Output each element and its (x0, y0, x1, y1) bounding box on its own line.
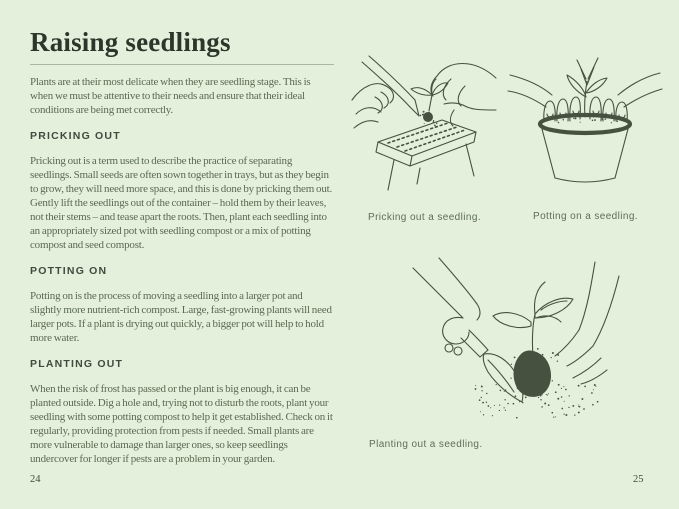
potting-on-illustration (506, 45, 664, 200)
intro-paragraph: Plants are at their most delicate when they are seedling stage. This is when we must be attentive to their needs and ensure that their ideal conditions are being met correctly. (30, 76, 311, 116)
section-body-potting-on: Potting on is the process of moving a seedling into a larger pot and slightly more nutrient-rich compost. Large, fast-growing plants will need larger pots. If a plant is drying out quickly, a bigger pot will help to hold more water. (30, 290, 332, 344)
planting-out-illustration (383, 252, 628, 437)
title-underline-rule (30, 64, 334, 65)
figure-planting-out (383, 252, 628, 437)
section-heading-planting-out: PLANTING OUT (30, 358, 124, 370)
page-number-left: 24 (30, 474, 41, 485)
page-title: Raising seedlings (30, 27, 231, 57)
section-body-pricking-out: Pricking out is a term used to describe the practice of separating seedlings. Small seeds are often sown together in trays, but as they begin to grow, they will need more space, and this is done by pricking them out. Gently lift the seedlings out of the container – hold them by their leaves, not their stems – and tease apart the roots. Then, plant each seedling into an appropriately sized pot with seedling compost or a mix of potting compost and seed compost. (30, 155, 333, 251)
left-page-text-column (30, 27, 334, 466)
caption-planting-out: Planting out a seedling. (369, 439, 483, 450)
caption-pricking-out: Pricking out a seedling. (368, 212, 481, 223)
section-heading-pricking-out: PRICKING OUT (30, 130, 121, 142)
pricking-out-illustration (350, 48, 498, 208)
section-body-planting-out: When the risk of frost has passed or the plant is big enough, it can be planted outside. Dig a hole and, trying not to disturb the roots, plant your seedling with some potting compost to help it get established. Check on it regularly, providing protection from pests if needed. Small plants are more vulnerable to damage than larger ones, so keep seedlings undercover for longer if pests are a problem in your garden. (30, 383, 333, 465)
page-number-right: 25 (633, 474, 644, 485)
figure-pricking-out (350, 48, 498, 208)
caption-potting-on: Potting on a seedling. (533, 211, 638, 222)
figure-potting-on (506, 45, 664, 200)
section-heading-potting-on: POTTING ON (30, 265, 108, 277)
